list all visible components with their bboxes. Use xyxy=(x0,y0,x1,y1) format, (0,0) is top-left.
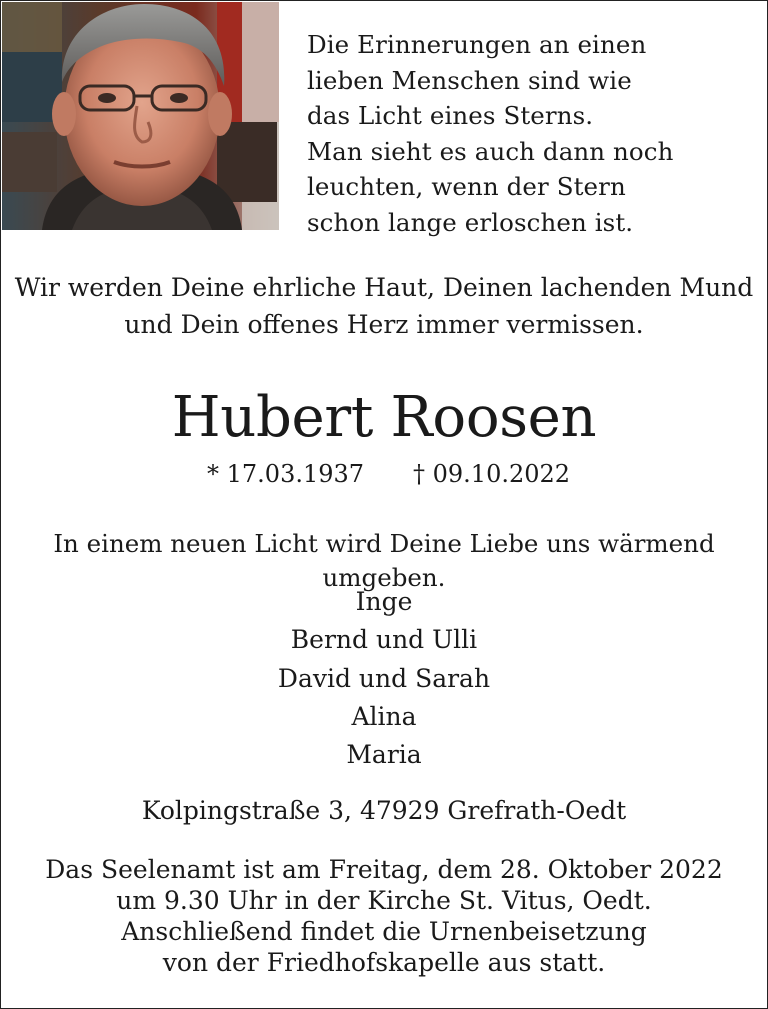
memory-text xyxy=(1,269,767,343)
poem-line: das Licht eines Sterns. xyxy=(307,101,594,131)
service-line: Anschließend findet die Urnenbeisetzung xyxy=(121,917,647,946)
mourner-name: Maria xyxy=(346,740,422,770)
poem-line: Die Erinnerungen an einen xyxy=(307,30,647,59)
mourner-name: Alina xyxy=(351,701,417,731)
deceased-name: Hubert Roosen xyxy=(171,385,597,450)
poem-quote xyxy=(307,27,727,241)
mourner-name: David und Sarah xyxy=(277,663,491,693)
poem-line: Man sieht es auch dann noch xyxy=(307,136,674,166)
mourner-name: Bernd und Ulli xyxy=(290,625,478,655)
service-details xyxy=(1,854,767,978)
mourner-name: Inge xyxy=(355,587,413,616)
memory-line: und Dein offenes Herz immer vermissen. xyxy=(124,310,644,339)
poem-line: leuchten, wenn der Stern xyxy=(307,172,626,202)
love-line: In einem neuen Licht wird Deine Liebe uns wärmend umgeben. xyxy=(53,529,715,592)
family-address: Kolpingstraße 3, 47929 Grefrath-Oedt xyxy=(141,796,627,825)
portrait-photo xyxy=(2,2,279,230)
service-line: um 9.30 Uhr in der Kirche St. Vitus, Oedt. xyxy=(116,886,652,915)
birth-date: * 17.03.1937 xyxy=(207,460,365,488)
poem-line: lieben Menschen sind wie xyxy=(307,65,632,95)
service-line: von der Friedhofskapelle aus statt. xyxy=(162,948,606,977)
death-date: † 09.10.2022 xyxy=(413,460,571,488)
memory-line: Wir werden Deine ehrliche Haut, Deinen lachenden Mund xyxy=(14,273,754,302)
service-line: Das Seelenamt ist am Freitag, dem 28. Oktober 2022 xyxy=(45,855,723,884)
mourners-list xyxy=(1,583,767,774)
poem-line: schon lange erloschen ist. xyxy=(307,207,634,237)
